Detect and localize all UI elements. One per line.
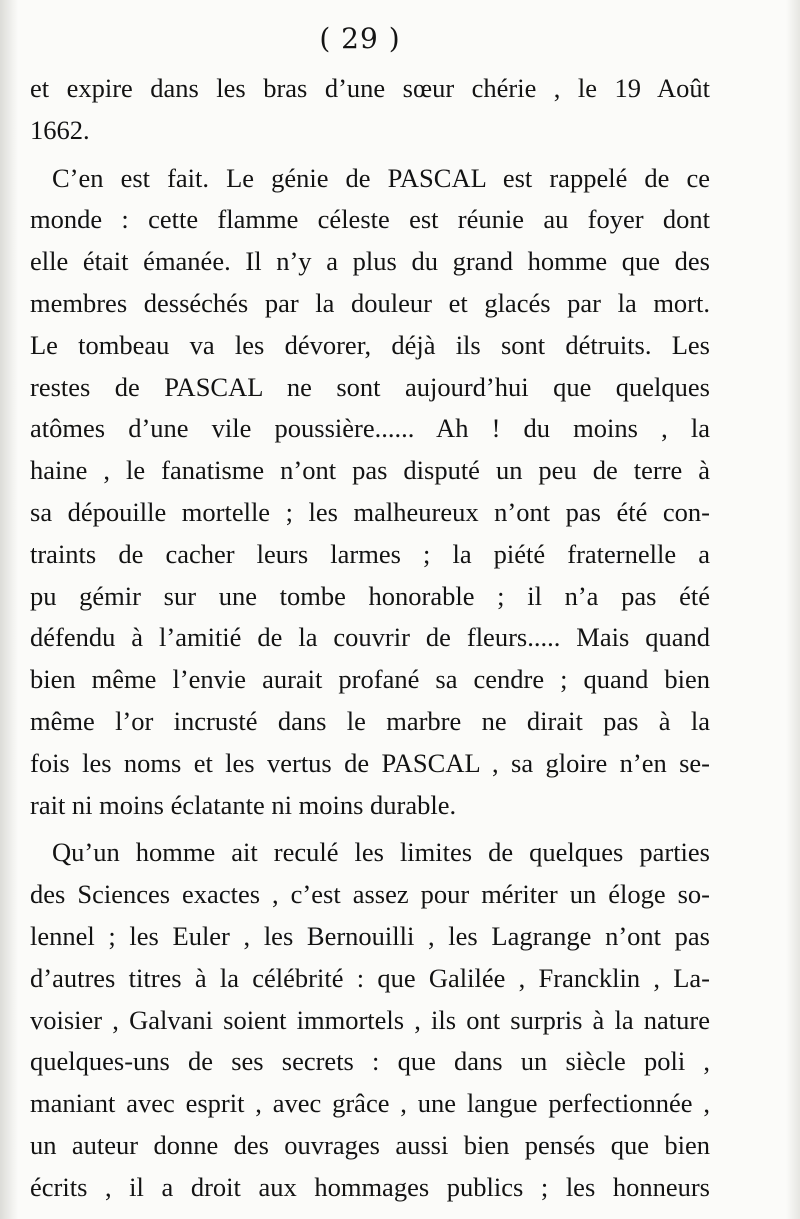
page-number: ( 29 ) <box>319 22 401 55</box>
text-line: C’en est fait. Le génie de PASCAL est rappelé de ce <box>52 162 710 193</box>
text-line: pu gémir sur une tombe honorable ; il n’a pas été <box>30 580 710 611</box>
text-line: fois les noms et les vertus de PASCAL , sa gloire n’en se- <box>30 747 710 778</box>
scan-edge-shadow-left <box>0 0 18 1219</box>
text-line: monde : cette flamme céleste est réunie au foyer dont <box>30 204 710 235</box>
text-line: voisier , Galvani soient immortels , ils ont surpris à la nature <box>30 1004 710 1035</box>
text-line: un auteur donne des ouvrages aussi bien pensés que bien <box>30 1129 710 1160</box>
text-line: atômes d’une vile poussière...... Ah ! du moins , la <box>30 413 710 444</box>
text-line: restes de PASCAL ne sont aujourd’hui que quelques <box>30 371 710 402</box>
body-text <box>30 68 710 1209</box>
text-line: quelques-uns de ses secrets : que dans un siècle poli , <box>30 1046 710 1077</box>
text-line: elle était émanée. Il n’y a plus du grand homme que des <box>30 246 710 277</box>
text-line: Qu’un homme ait reculé les limites de quelques parties <box>52 837 710 868</box>
text-line: sa dépouille mortelle ; les malheureux n’ont pas été con- <box>30 496 710 527</box>
text-line: traints de cacher leurs larmes ; la piété fraternelle a <box>30 538 710 569</box>
text-line: haine , le fanatisme n’ont pas disputé un peu de terre à <box>30 455 710 486</box>
text-line: écrits , il a droit aux hommages publics ; les honneurs <box>30 1171 710 1202</box>
text-line: Le tombeau va les dévorer, déjà ils sont détruits. Les <box>30 329 710 360</box>
text-line: 1662. <box>30 114 90 145</box>
text-line: d’autres titres à la célébrité : que Galilée , Francklin , La- <box>30 962 710 993</box>
text-line: lennel ; les Euler , les Bernouilli , les Lagrange n’ont pas <box>30 920 710 951</box>
scan-edge-shadow-right <box>786 0 800 1219</box>
text-line: des Sciences exactes , c’est assez pour mériter un éloge so- <box>30 879 710 910</box>
text-line: membres desséchés par la douleur et glacés par la mort. <box>30 287 710 318</box>
text-line: et expire dans les bras d’une sœur chérie , le 19 Août <box>30 73 710 103</box>
text-line: rait ni moins éclatante ni moins durable. <box>30 789 457 820</box>
text-line: même l’or incrusté dans le marbre ne dirait pas à la <box>30 705 710 736</box>
text-line: bien même l’envie aurait profané sa cendre ; quand bien <box>30 664 710 695</box>
text-line: maniant avec esprit , avec grâce , une langue perfectionnée , <box>30 1088 710 1119</box>
text-line: défendu à l’amitié de la couvrir de fleurs..... Mais quand <box>30 622 710 653</box>
